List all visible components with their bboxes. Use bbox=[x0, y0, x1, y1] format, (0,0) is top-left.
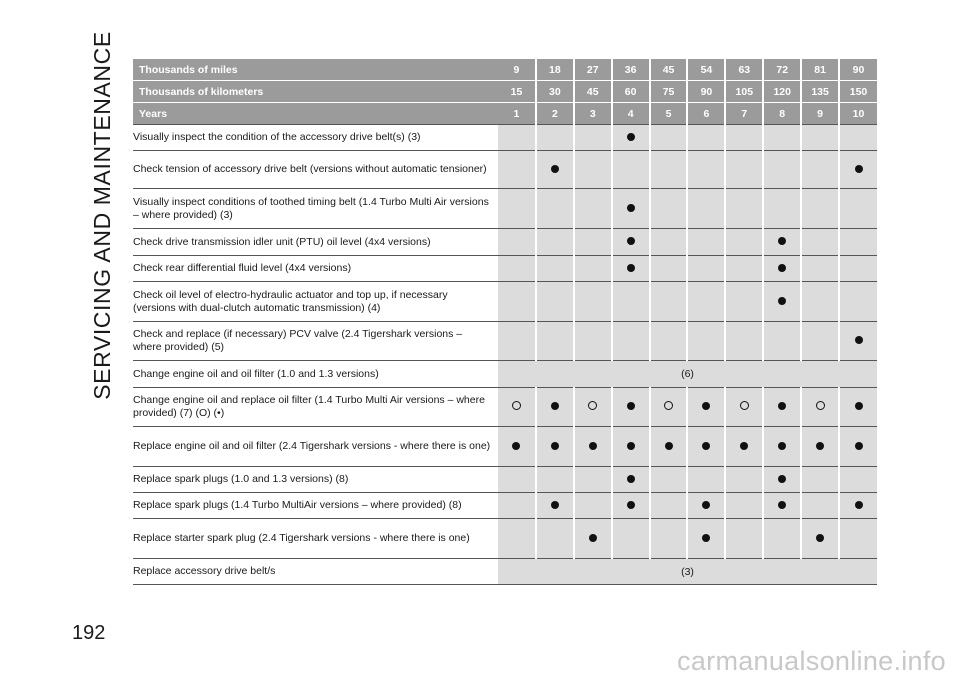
interval-cell bbox=[839, 256, 877, 282]
filled-circle-icon bbox=[551, 402, 559, 410]
filled-circle-icon bbox=[627, 475, 635, 483]
filled-circle-icon bbox=[627, 133, 635, 141]
interval-cell bbox=[536, 282, 574, 322]
interval-cell bbox=[650, 229, 688, 256]
table-row bbox=[133, 282, 877, 322]
interval-cell bbox=[498, 229, 536, 256]
interval-cell bbox=[687, 282, 725, 322]
task-description: Check and replace (if necessary) PCV valve (2.4 Tigershark versions – where provided) (5) bbox=[133, 322, 498, 361]
interval-cell bbox=[839, 151, 877, 189]
header-years-value: 9 bbox=[801, 103, 839, 125]
interval-cell bbox=[763, 256, 801, 282]
filled-circle-icon bbox=[627, 501, 635, 509]
interval-cell bbox=[725, 519, 763, 559]
header-years-value: 6 bbox=[687, 103, 725, 125]
filled-circle-icon bbox=[855, 402, 863, 410]
interval-cell bbox=[763, 467, 801, 493]
header-km-value: 150 bbox=[839, 81, 877, 103]
interval-cell bbox=[801, 189, 839, 229]
interval-cell bbox=[687, 125, 725, 151]
table-row bbox=[133, 229, 877, 256]
filled-circle-icon bbox=[816, 442, 824, 450]
filled-circle-icon bbox=[778, 297, 786, 305]
interval-cell bbox=[650, 256, 688, 282]
header-km-value: 60 bbox=[612, 81, 650, 103]
filled-circle-icon bbox=[855, 336, 863, 344]
interval-cell bbox=[725, 229, 763, 256]
header-km-value: 90 bbox=[687, 81, 725, 103]
interval-cell bbox=[839, 388, 877, 427]
interval-cell bbox=[574, 189, 612, 229]
interval-cell bbox=[612, 125, 650, 151]
interval-cell bbox=[498, 493, 536, 519]
interval-cell bbox=[687, 427, 725, 467]
header-years-value: 4 bbox=[612, 103, 650, 125]
interval-cell bbox=[687, 519, 725, 559]
header-miles-value: 9 bbox=[498, 59, 536, 81]
table-row bbox=[133, 427, 877, 467]
interval-cell bbox=[763, 189, 801, 229]
header-years-value: 7 bbox=[725, 103, 763, 125]
header-label-miles: Thousands of miles bbox=[133, 59, 498, 81]
filled-circle-icon bbox=[551, 165, 559, 173]
maintenance-schedule-table bbox=[133, 59, 877, 585]
interval-cell bbox=[687, 229, 725, 256]
filled-circle-icon bbox=[778, 501, 786, 509]
interval-cell bbox=[650, 467, 688, 493]
filled-circle-icon bbox=[551, 501, 559, 509]
table-row bbox=[133, 322, 877, 361]
table-row bbox=[133, 388, 877, 427]
header-miles-value: 18 bbox=[536, 59, 574, 81]
filled-circle-icon bbox=[702, 534, 710, 542]
interval-cell bbox=[650, 322, 688, 361]
filled-circle-icon bbox=[816, 534, 824, 542]
interval-cell bbox=[725, 388, 763, 427]
interval-cell bbox=[498, 125, 536, 151]
filled-circle-icon bbox=[627, 204, 635, 212]
table-row bbox=[133, 125, 877, 151]
interval-cell bbox=[498, 388, 536, 427]
filled-circle-icon bbox=[702, 402, 710, 410]
filled-circle-icon bbox=[740, 442, 748, 450]
interval-cell bbox=[763, 322, 801, 361]
interval-cell bbox=[612, 189, 650, 229]
interval-cell bbox=[839, 493, 877, 519]
filled-circle-icon bbox=[627, 442, 635, 450]
interval-cell bbox=[536, 189, 574, 229]
header-years-value: 3 bbox=[574, 103, 612, 125]
header-miles-value: 54 bbox=[687, 59, 725, 81]
interval-cell bbox=[763, 229, 801, 256]
note-reference: (3) bbox=[498, 559, 877, 585]
table-row bbox=[133, 559, 877, 585]
task-description: Check oil level of electro-hydraulic actuator and top up, if necessary (versions with dual-clutch automatic transmission) (4) bbox=[133, 282, 498, 322]
interval-cell bbox=[650, 427, 688, 467]
header-miles-value: 90 bbox=[839, 59, 877, 81]
interval-cell bbox=[574, 467, 612, 493]
interval-cell bbox=[801, 388, 839, 427]
interval-cell bbox=[801, 427, 839, 467]
interval-cell bbox=[839, 282, 877, 322]
task-description: Replace starter spark plug (2.4 Tigershark versions - where there is one) bbox=[133, 519, 498, 559]
interval-cell bbox=[650, 151, 688, 189]
task-description: Visually inspect conditions of toothed timing belt (1.4 Turbo Multi Air versions – where provided) (3) bbox=[133, 189, 498, 229]
interval-cell bbox=[839, 229, 877, 256]
interval-cell bbox=[650, 189, 688, 229]
interval-cell bbox=[498, 151, 536, 189]
interval-cell bbox=[801, 229, 839, 256]
interval-cell bbox=[498, 322, 536, 361]
interval-cell bbox=[687, 467, 725, 493]
interval-cell bbox=[839, 427, 877, 467]
interval-cell bbox=[725, 256, 763, 282]
interval-cell bbox=[687, 189, 725, 229]
header-miles-value: 36 bbox=[612, 59, 650, 81]
interval-cell bbox=[725, 493, 763, 519]
interval-cell bbox=[574, 229, 612, 256]
interval-cell bbox=[801, 282, 839, 322]
interval-cell bbox=[612, 229, 650, 256]
filled-circle-icon bbox=[855, 501, 863, 509]
interval-cell bbox=[612, 467, 650, 493]
interval-cell bbox=[536, 427, 574, 467]
interval-cell bbox=[536, 467, 574, 493]
interval-cell bbox=[687, 151, 725, 189]
task-description: Check drive transmission idler unit (PTU) oil level (4x4 versions) bbox=[133, 229, 498, 256]
interval-cell bbox=[574, 151, 612, 189]
interval-cell bbox=[763, 388, 801, 427]
interval-cell bbox=[574, 427, 612, 467]
interval-cell bbox=[650, 282, 688, 322]
interval-cell bbox=[687, 256, 725, 282]
filled-circle-icon bbox=[702, 442, 710, 450]
interval-cell bbox=[612, 151, 650, 189]
interval-cell bbox=[612, 322, 650, 361]
interval-cell bbox=[839, 467, 877, 493]
interval-cell bbox=[763, 282, 801, 322]
interval-cell bbox=[801, 493, 839, 519]
interval-cell bbox=[612, 282, 650, 322]
task-description: Change engine oil and replace oil filter (1.4 Turbo Multi Air versions – where provided) (7) (O) (•) bbox=[133, 388, 498, 427]
interval-cell bbox=[574, 256, 612, 282]
task-description: Visually inspect the condition of the accessory drive belt(s) (3) bbox=[133, 125, 498, 151]
header-label-years: Years bbox=[133, 103, 498, 125]
filled-circle-icon bbox=[551, 442, 559, 450]
filled-circle-icon bbox=[778, 264, 786, 272]
interval-cell bbox=[612, 493, 650, 519]
header-km-value: 135 bbox=[801, 81, 839, 103]
header-row-miles bbox=[133, 59, 877, 81]
interval-cell bbox=[612, 256, 650, 282]
header-km-value: 105 bbox=[725, 81, 763, 103]
interval-cell bbox=[687, 322, 725, 361]
filled-circle-icon bbox=[778, 475, 786, 483]
interval-cell bbox=[650, 519, 688, 559]
table-row bbox=[133, 467, 877, 493]
interval-cell bbox=[612, 519, 650, 559]
interval-cell bbox=[498, 256, 536, 282]
header-miles-value: 45 bbox=[650, 59, 688, 81]
task-description: Replace accessory drive belt/s bbox=[133, 559, 498, 585]
hollow-circle-icon bbox=[740, 401, 749, 410]
header-km-value: 75 bbox=[650, 81, 688, 103]
header-row-years bbox=[133, 103, 877, 125]
interval-cell bbox=[498, 282, 536, 322]
interval-cell bbox=[498, 519, 536, 559]
interval-cell bbox=[763, 151, 801, 189]
interval-cell bbox=[763, 493, 801, 519]
interval-cell bbox=[725, 151, 763, 189]
interval-cell bbox=[536, 229, 574, 256]
header-row-kilometers bbox=[133, 81, 877, 103]
header-km-value: 30 bbox=[536, 81, 574, 103]
hollow-circle-icon bbox=[664, 401, 673, 410]
header-years-value: 5 bbox=[650, 103, 688, 125]
task-description: Check rear differential fluid level (4x4 versions) bbox=[133, 256, 498, 282]
header-label-kilometers: Thousands of kilometers bbox=[133, 81, 498, 103]
interval-cell bbox=[801, 125, 839, 151]
interval-cell bbox=[498, 189, 536, 229]
interval-cell bbox=[687, 493, 725, 519]
interval-cell bbox=[725, 189, 763, 229]
schedule-rows bbox=[133, 125, 877, 585]
interval-cell bbox=[574, 125, 612, 151]
interval-cell bbox=[801, 322, 839, 361]
filled-circle-icon bbox=[627, 402, 635, 410]
interval-cell bbox=[536, 493, 574, 519]
header-years-value: 1 bbox=[498, 103, 536, 125]
filled-circle-icon bbox=[589, 534, 597, 542]
filled-circle-icon bbox=[665, 442, 673, 450]
interval-cell bbox=[574, 493, 612, 519]
section-title: SERVICING AND MAINTENANCE bbox=[88, 30, 115, 400]
interval-cell bbox=[612, 427, 650, 467]
header-miles-value: 81 bbox=[801, 59, 839, 81]
header-km-value: 120 bbox=[763, 81, 801, 103]
header-km-value: 15 bbox=[498, 81, 536, 103]
interval-cell bbox=[801, 151, 839, 189]
filled-circle-icon bbox=[778, 237, 786, 245]
filled-circle-icon bbox=[855, 442, 863, 450]
task-description: Replace spark plugs (1.0 and 1.3 versions) (8) bbox=[133, 467, 498, 493]
section-title-vertical bbox=[82, 30, 122, 400]
header-years-value: 10 bbox=[839, 103, 877, 125]
header-years-value: 8 bbox=[763, 103, 801, 125]
interval-cell bbox=[650, 493, 688, 519]
interval-cell bbox=[650, 388, 688, 427]
interval-cell bbox=[650, 125, 688, 151]
interval-cell bbox=[725, 467, 763, 493]
interval-cell bbox=[801, 519, 839, 559]
filled-circle-icon bbox=[778, 402, 786, 410]
interval-cell bbox=[725, 322, 763, 361]
interval-cell bbox=[536, 151, 574, 189]
filled-circle-icon bbox=[589, 442, 597, 450]
hollow-circle-icon bbox=[588, 401, 597, 410]
header-miles-value: 27 bbox=[574, 59, 612, 81]
interval-cell bbox=[763, 125, 801, 151]
interval-cell bbox=[725, 125, 763, 151]
filled-circle-icon bbox=[855, 165, 863, 173]
table-row bbox=[133, 189, 877, 229]
task-description: Check tension of accessory drive belt (versions without automatic tensioner) bbox=[133, 151, 498, 189]
interval-cell bbox=[801, 256, 839, 282]
interval-cell bbox=[536, 322, 574, 361]
interval-cell bbox=[498, 467, 536, 493]
interval-cell bbox=[763, 519, 801, 559]
interval-cell bbox=[725, 282, 763, 322]
interval-cell bbox=[574, 322, 612, 361]
header-miles-value: 63 bbox=[725, 59, 763, 81]
filled-circle-icon bbox=[702, 501, 710, 509]
table-row bbox=[133, 519, 877, 559]
task-description: Replace engine oil and oil filter (2.4 Tigershark versions - where there is one) bbox=[133, 427, 498, 467]
interval-cell bbox=[839, 519, 877, 559]
task-description: Replace spark plugs (1.4 Turbo MultiAir versions – where provided) (8) bbox=[133, 493, 498, 519]
header-miles-value: 72 bbox=[763, 59, 801, 81]
interval-cell bbox=[839, 322, 877, 361]
page-number: 192 bbox=[72, 622, 106, 644]
interval-cell bbox=[801, 467, 839, 493]
interval-cell bbox=[574, 282, 612, 322]
table-row bbox=[133, 361, 877, 388]
interval-cell bbox=[839, 189, 877, 229]
interval-cell bbox=[536, 519, 574, 559]
header-years-value: 2 bbox=[536, 103, 574, 125]
interval-cell bbox=[839, 125, 877, 151]
interval-cell bbox=[687, 388, 725, 427]
filled-circle-icon bbox=[627, 237, 635, 245]
interval-cell bbox=[536, 256, 574, 282]
interval-cell bbox=[536, 125, 574, 151]
interval-cell bbox=[574, 519, 612, 559]
interval-cell bbox=[612, 388, 650, 427]
table-row bbox=[133, 493, 877, 519]
interval-cell bbox=[574, 388, 612, 427]
table-row bbox=[133, 151, 877, 189]
header-km-value: 45 bbox=[574, 81, 612, 103]
hollow-circle-icon bbox=[816, 401, 825, 410]
interval-cell bbox=[763, 427, 801, 467]
interval-cell bbox=[536, 388, 574, 427]
interval-cell bbox=[725, 427, 763, 467]
filled-circle-icon bbox=[778, 442, 786, 450]
interval-cell bbox=[498, 427, 536, 467]
hollow-circle-icon bbox=[512, 401, 521, 410]
filled-circle-icon bbox=[627, 264, 635, 272]
task-description: Change engine oil and oil filter (1.0 and 1.3 versions) bbox=[133, 361, 498, 388]
note-reference: (6) bbox=[498, 361, 877, 388]
watermark: carmanualsonline.info bbox=[677, 646, 946, 676]
table-row bbox=[133, 256, 877, 282]
filled-circle-icon bbox=[512, 442, 520, 450]
